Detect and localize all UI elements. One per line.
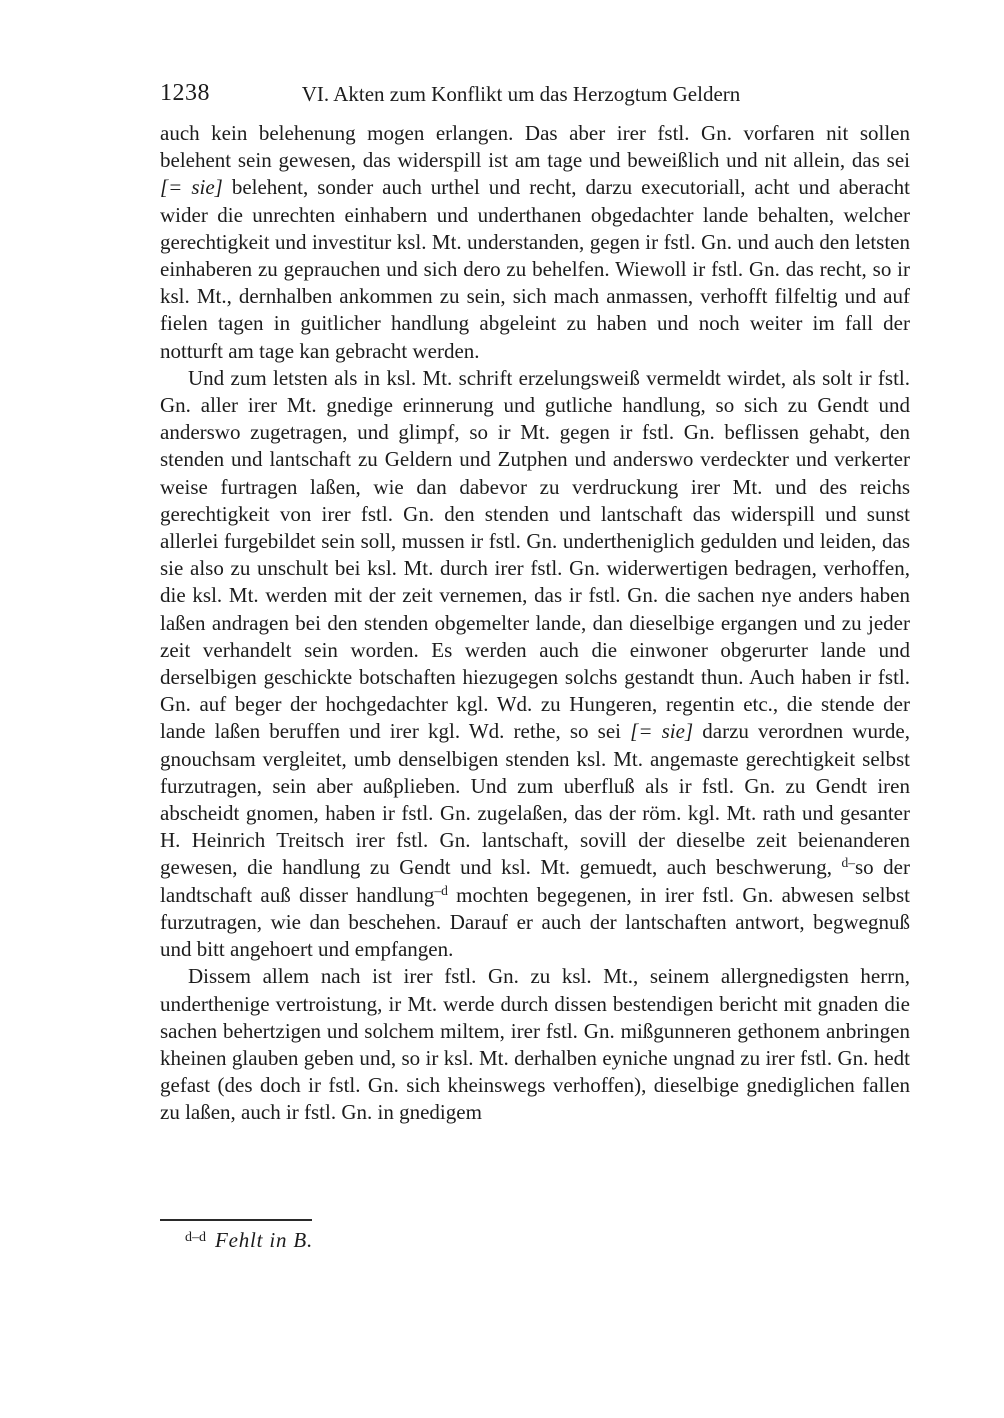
paragraph-3 (160, 963, 910, 1126)
running-header (160, 80, 910, 108)
text-run: belehent, sonder auch urthel und recht, darzu executoriall, acht und aberacht wider die unrechten einhabern und underthanen obgedachter lande behalten, welcher gerechtigkeit und investitur ksl. Mt. understanden, gegen ir fstl. Gn. und auch den letsten einhaberen zu geprauchen und sich dero zu behelfen. Wiewoll ir fstl. Gn. das recht, so ir ksl. Mt., dernhalben ankommen zu sein, sich mach anmassen, verhofft filfeltig und auf fielen tagen in guitlicher handlung abgeleint zu haben und noch weiter im fall der notturft am tage kan gebracht werden. (160, 175, 910, 363)
text-run: Dissem allem nach ist irer fstl. Gn. zu ksl. Mt., seinem allergnedigsten herrn, underthenige vertroistung, ir Mt. werde durch dissen bestendigen bericht mit gnaden die sachen behertzigen und solchem miltem, irer fstl. Gn. mißgunneren gethonem anbringen kheinen glauben geben und, so ir ksl. Mt. derhalben eyniche ungnad zu irer fstl. Gn. hedt gefast (des doch ir fstl. Gn. sich kheinswegs verhoffen), dieselbige gnediglichen fallen zu laßen, auch ir fstl. Gn. in gnedigem (160, 964, 910, 1125)
footnote-separator-rule (160, 1219, 312, 1221)
apparatus-marker: –d (434, 882, 448, 898)
footnote-text: Fehlt in B. (215, 1228, 314, 1252)
running-header-title: VI. Akten zum Konflikt um das Herzogtum Geldern (301, 82, 741, 106)
editorial-insertion: [= sie] (630, 719, 694, 744)
text-run: mochten begegenen, in irer fstl. Gn. abwesen selbst furzutragen, wie dan beschehen. Darauf er auch der lantschaften antwort, begwegnuß und bitt angehoert und empfangen. (160, 882, 910, 962)
footnote-area (160, 1219, 910, 1253)
body-text (160, 120, 910, 1127)
editorial-insertion: [= sie] (160, 175, 223, 200)
page-number: 1238 (160, 80, 210, 106)
paragraph-2 (160, 365, 910, 963)
paragraph-1 (160, 120, 910, 365)
footnote (160, 1227, 910, 1253)
text-run: Und zum letsten als in ksl. Mt. schrift erzelungsweiß vermeldt wirdet, als solt ir fstl. Gn. aller irer Mt. gnedige erinnerung und gutliche handlung, so sich zu Gendt und anderswo zugetragen, und glimpf, so ir Mt. gegen ir fstl. Gn. beflissen gehabt, den stenden und lantschaft zu Geldern und Zutphen und anderswo verdeckter und verkerter weise furtragen laßen, wie dan dabevor zu verdruckung irer Mt. und des reichs gerechtigkeit von irer fstl. Gn. den stenden und lantschaft das widerspill und sunst allerlei furgebildet sein soll, mussen ir fstl. Gn. undertheniglich gedulden und leiden, das sie also zu unschult bei ksl. Mt. durch irer fstl. Gn. widerwertigen bedragen, verhoffen, die ksl. Mt. werden mit der zeit vernemen, das ir fstl. Gn. die sachen nye anders haben laßen andragen bei den stenden obgemelter lande, dan dieselbige ergangen und zu jeder zeit verhandelt sein worden. Es werden auch die einwoner obgerurter lande und derselbigen geschickte botschaften hiezugegen solchs gestandt thun. Auch haben ir fstl. Gn. auf beger der hochgedachter kgl. Wd. zu Hungeren, regentin etc., die stende der lande laßen beruffen und irer kgl. Wd. rethe, so sei (160, 365, 910, 744)
apparatus-marker: d– (841, 855, 855, 871)
text-run: darzu verordnen wurde, gnouchsam vergleitet, umb denselbigen stenden ksl. Mt. angemaste gerechtigkeit selbst furzutragen, sein aber außplieben. Und zum uberfluß als ir fstl. Gn. zu Gendt iren abscheidt gnomen, haben ir fstl. Gn. zugelaßen, das der röm. kgl. Mt. rath und gesanter H. Heinrich Treitsch irer fstl. Gn. lantschaft, sovill der dieselbe zeit beienanderen gewesen, die handlung zu Gendt und ksl. Mt. gemuedt, auch beschwerung, (160, 719, 911, 880)
text-run: auch kein belehenung mogen erlangen. Das aber irer fstl. Gn. vorfaren nit sollen belehent sein gewesen, das widerspill ist am tage und beweißlich und nit allein, das sei (160, 121, 910, 173)
footnote-marker: d–d (185, 1230, 206, 1245)
text-run: so der landtschaft auß disser handlung (160, 855, 910, 907)
